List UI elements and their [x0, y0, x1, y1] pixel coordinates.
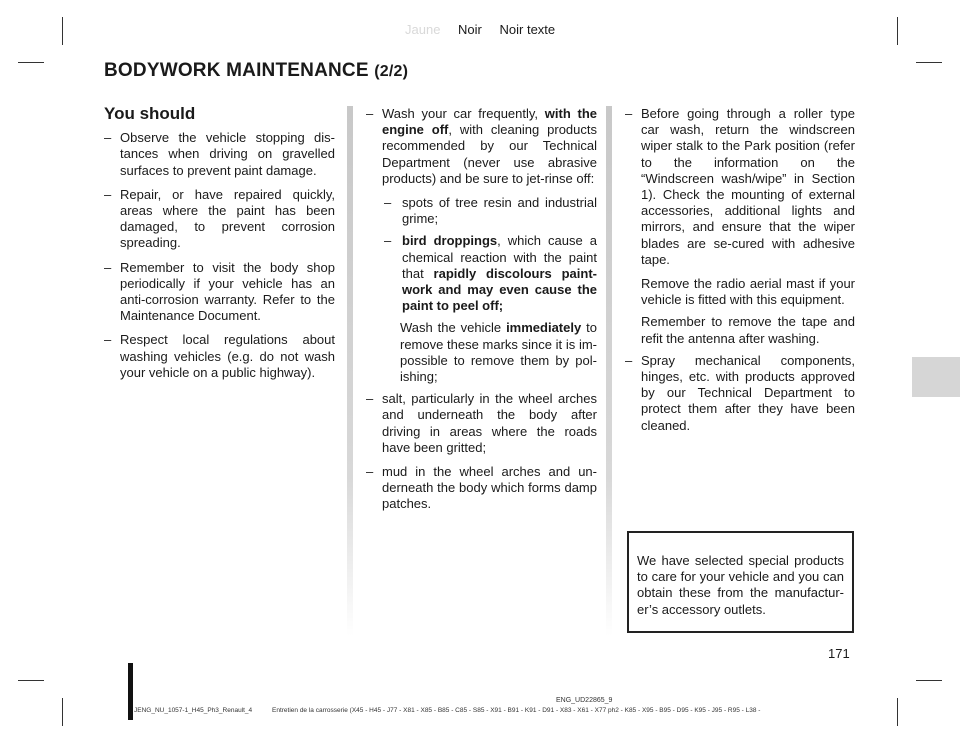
list-item-salt: – salt, particularly in the wheel arches and underneath the body after driving in areas where the roads have been gritted;	[366, 391, 597, 455]
list-item-mud: – mud in the wheel arches and un-derneath the body which forms damp patches.	[366, 464, 597, 512]
note-box: We have selected special products to care for your vehicle and you can obtain these from the manufactur-er’s accessory outlets.	[627, 531, 854, 633]
footer-file: JENG_NU_1057-1_H45_Ph3_Renault_4	[134, 707, 253, 714]
crop-mark-bottom-right-h	[916, 680, 942, 681]
page-number: 171	[828, 646, 850, 661]
crop-mark-top-left-h	[18, 62, 44, 63]
list-item: – Observe the vehicle stopping dis-tances when driving on gravelled surfaces to prevent paint damage.	[104, 130, 335, 178]
color-label-noir-texte: Noir texte	[499, 22, 556, 37]
wash-immediately-para: Wash the vehicle immediately to remove these marks since it is im-possible to remove them by pol-ishing;	[400, 320, 597, 385]
list-item-spray: – Spray mechanical components, hinges, etc. with products approved by our Technical Department to protect them after they have been cleaned.	[625, 352, 855, 433]
list-item-roller-wash: – Before going through a roller type car wash, return the windscreen wiper stalk to the Park position (refer to the information on the “Windscreen wash/wipe” in Section 1). Check the mounting of external accessories, additional lights and mirrors, and ensure that the wiper blades are se-cured with adhesive tape.	[625, 106, 855, 267]
color-label-jaune: Jaune	[405, 22, 441, 37]
list-item: – Repair, or have repaired quickly, areas where the paint has been damaged, to prevent corrosion spreading.	[104, 186, 335, 251]
sub-list-item: – bird droppings, which cause a chemical reaction with the paint that rapidly discolours paint-work and may even cause the paint to peel off;	[384, 233, 598, 314]
crop-mark-bottom-right-v	[897, 698, 898, 726]
crop-mark-top-left-v	[62, 17, 63, 45]
sub-list	[366, 195, 597, 385]
color-label-noir: Noir	[458, 22, 482, 37]
column-divider	[606, 106, 612, 636]
section-thumb-tab	[912, 357, 960, 397]
page-title	[104, 60, 408, 82]
page-title-main: BODYWORK MAINTENANCE	[104, 60, 369, 81]
crop-mark-bottom-left-v	[62, 698, 63, 726]
list-item-wash: – Wash your car frequently, with the engine off, with cleaning products recommended by our Technical Department (never use abrasive products) and be sure to jet-rinse off:	[366, 106, 598, 186]
tape-para: Remember to remove the tape and refit the antenna after washing.	[641, 314, 855, 346]
color-labels	[405, 22, 569, 37]
list-item: – Remember to visit the body shop periodically if your vehicle has an anti-corrosion warranty. Refer to the Maintenance Document.	[104, 259, 335, 324]
crop-mark-bottom-left-h	[18, 680, 44, 681]
footer-bar	[128, 663, 133, 720]
aerial-para: Remove the radio aerial mast if your vehicle is fitted with this equipment.	[641, 276, 855, 308]
column-washing	[366, 106, 597, 521]
crop-mark-top-right-h	[916, 62, 942, 63]
footer-description: Entretien de la carrosserie (X45 - H45 - J77 - X81 - X85 - B85 - C85 - S85 - X91 - B91 - K91 - D91 - X83 - X61 - X77 ph2 - K85 - X95 - B95 - D95 - K95 - J95 - R95 - L38 -	[272, 707, 761, 714]
column-car-wash	[625, 106, 855, 442]
column-you-should	[104, 106, 335, 389]
crop-mark-top-right-v	[897, 17, 898, 45]
column-divider	[347, 106, 353, 636]
page-title-part: (2/2)	[374, 63, 409, 80]
list-item: – Respect local regulations about washing vehicles (e.g. do not wash your vehicle on a public highway).	[104, 332, 335, 380]
sub-list-item: – spots of tree resin and industrial grime;	[384, 195, 597, 227]
section-heading: You should	[104, 104, 196, 123]
footer-code: ENG_UD22865_9	[556, 697, 613, 704]
